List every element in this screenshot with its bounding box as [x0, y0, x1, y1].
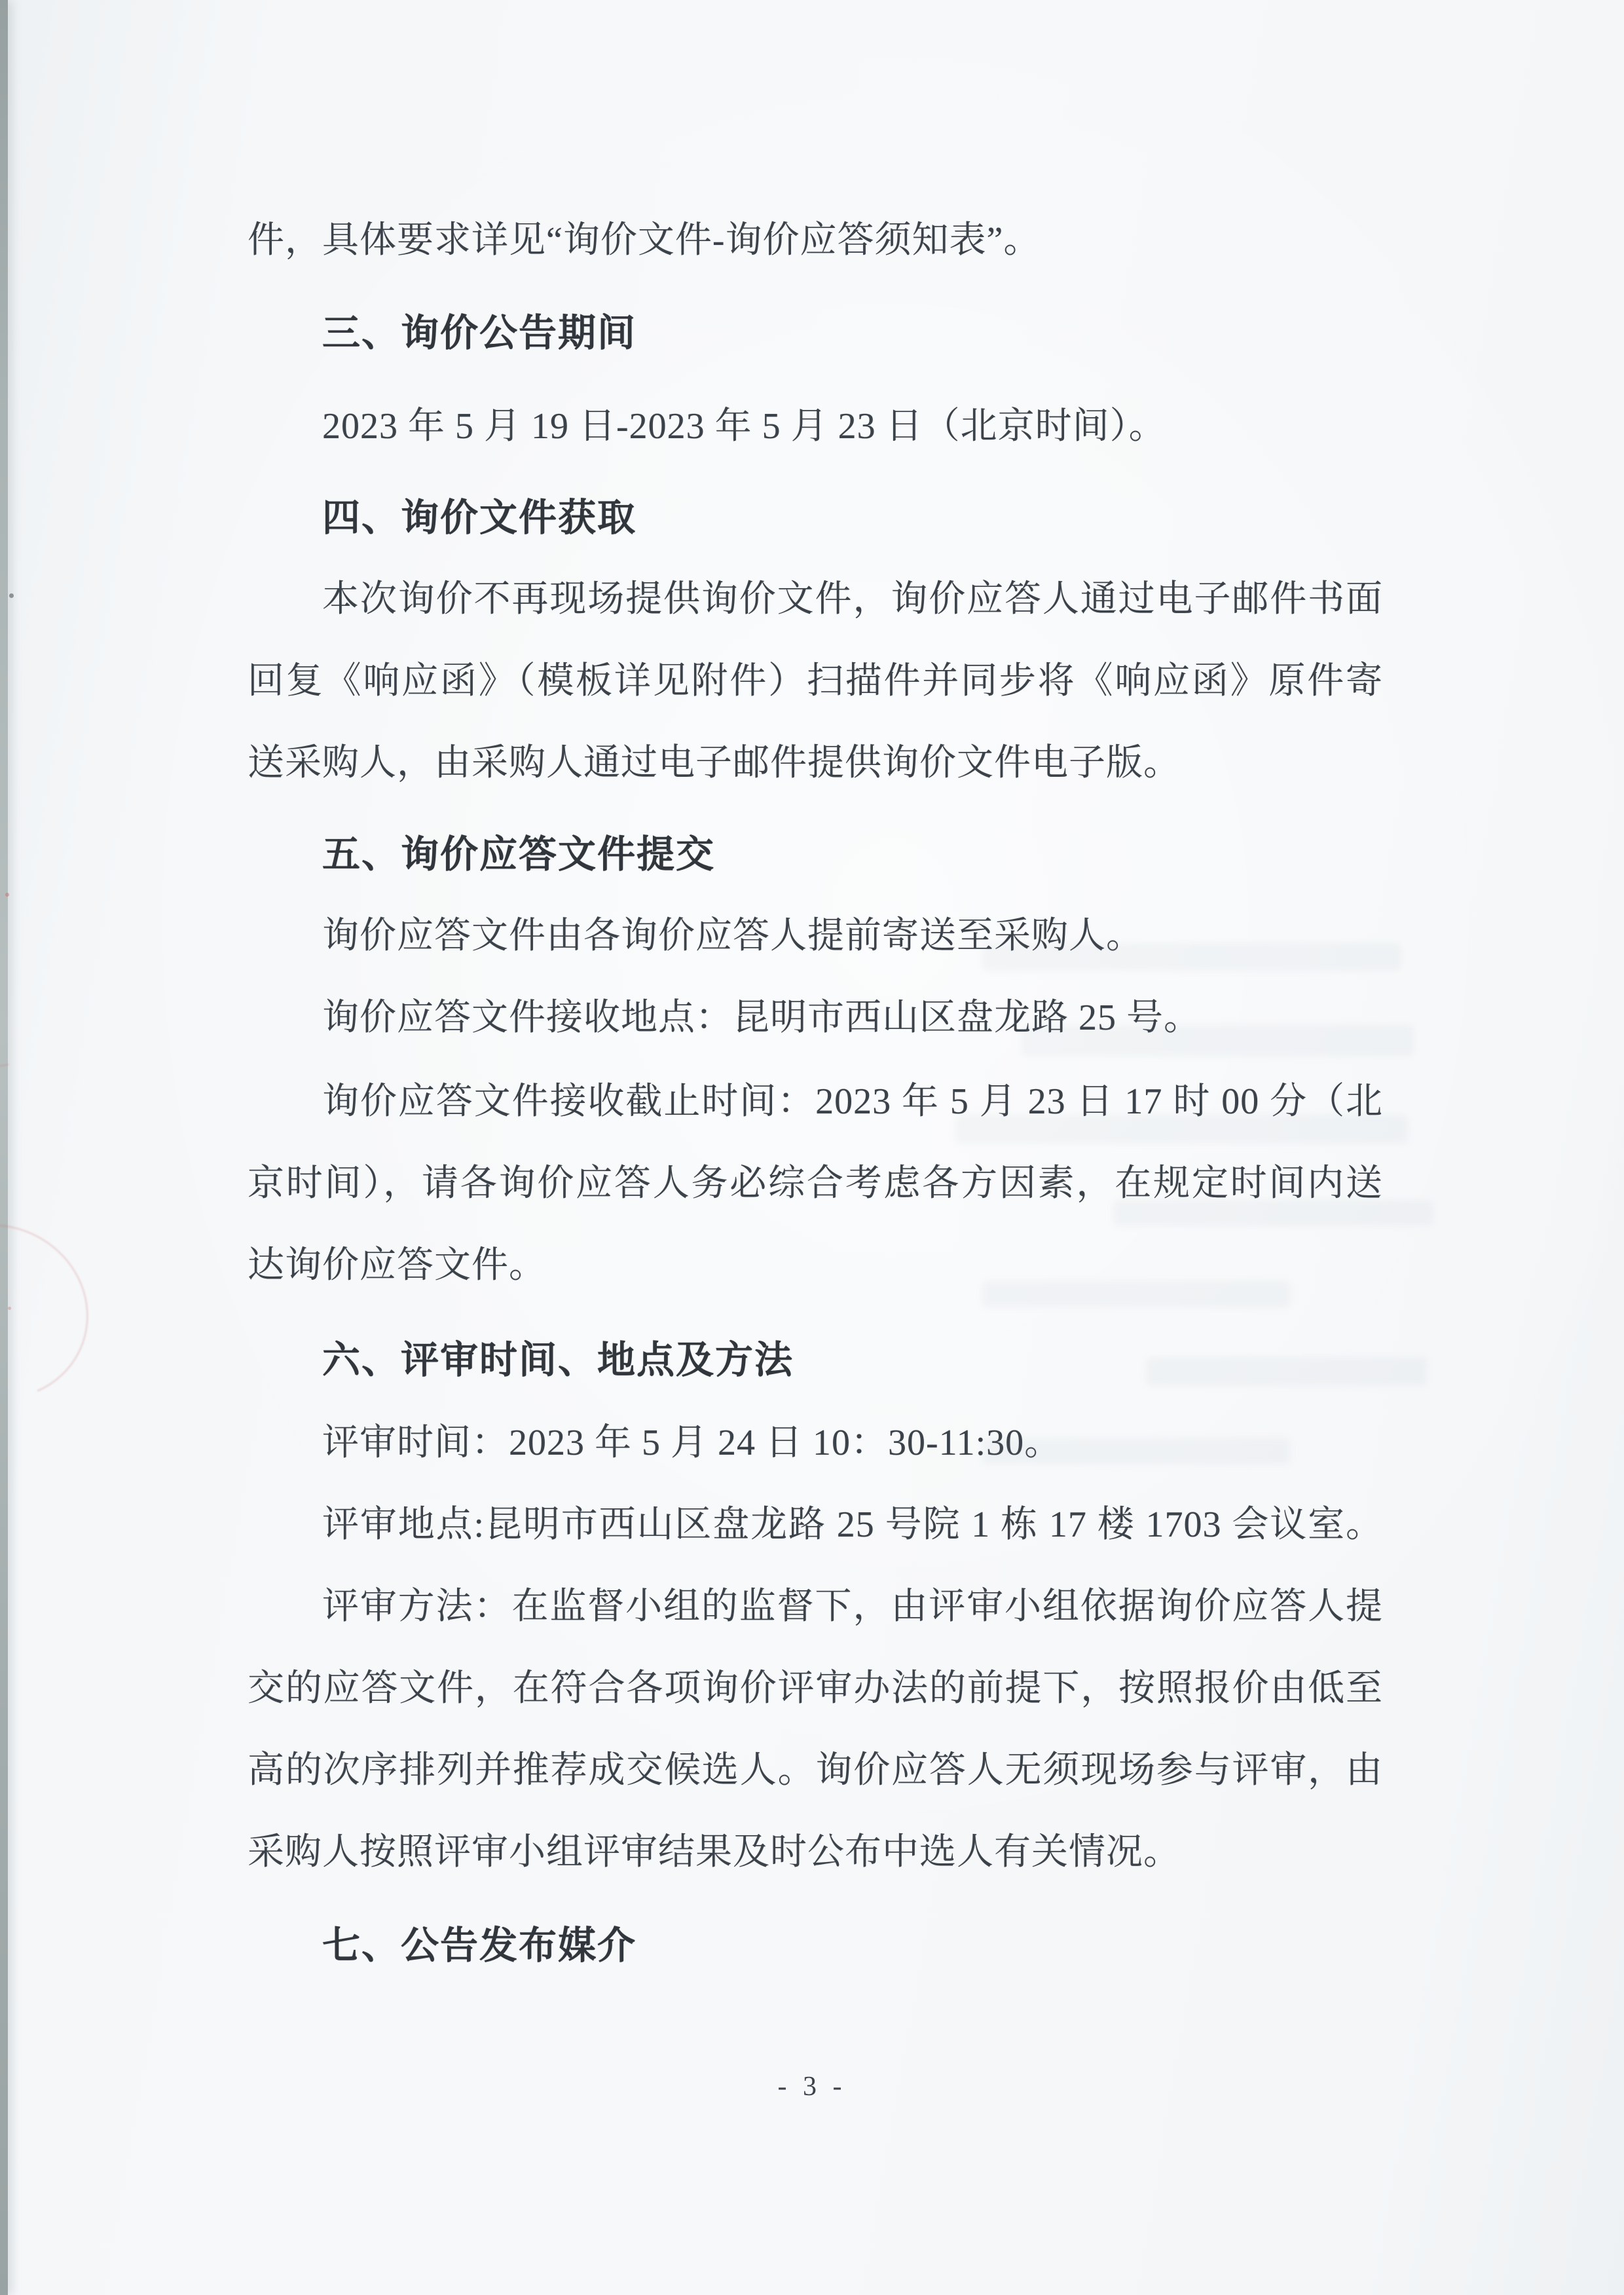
text-line: 采购人按照评审小组评审结果及时公布中选人有关情况。: [248, 1832, 1181, 1873]
section-heading: 四、询价文件获取: [322, 496, 637, 539]
scan-speck: [9, 593, 14, 598]
text-line: 件，具体要求详见“询价文件-询价应答须知表”。: [248, 220, 1041, 261]
text-line: 询价应答文件接收截止时间：2023 年 5 月 23 日 17 时 00 分（北: [322, 1081, 1383, 1122]
text-line: 评审方法：在监督小组的监督下，由评审小组依据询价应答人提: [322, 1586, 1383, 1627]
text-line: 评审地点:昆明市西山区盘龙路 25 号院 1 栋 17 楼 1703 会议室。: [322, 1504, 1383, 1545]
text-line: 评审时间：2023 年 5 月 24 日 10：30-11:30。: [322, 1423, 1062, 1463]
section-heading: 七、公告发布媒介: [322, 1924, 637, 1967]
page-number: - 3 -: [777, 2072, 847, 2102]
section-heading: 五、询价应答文件提交: [322, 833, 716, 876]
text-line: 送采购人，由采购人通过电子邮件提供询价文件电子版。: [248, 743, 1181, 783]
section-heading: 六、评审时间、地点及方法: [322, 1339, 794, 1381]
text-line: 询价应答文件接收地点：昆明市西山区盘龙路 25 号。: [322, 998, 1201, 1038]
text-line: 京时间），请各询价应答人务必综合考虑各方因素，在规定时间内送: [248, 1163, 1383, 1204]
text-line: 达询价应答文件。: [248, 1245, 546, 1286]
text-line: 高的次序排列并推荐成交候选人。询价应答人无须现场参与评审，由: [248, 1750, 1383, 1791]
stamp-bleed-artifact: [0, 839, 131, 1103]
text-line: 2023 年 5 月 19 日-2023 年 5 月 23 日（北京时间）。: [322, 406, 1166, 447]
scanner-edge-artifact: [0, 0, 8, 2295]
text-line: 交的应答文件，在符合各项询价评审办法的前提下，按照报价由低至: [248, 1668, 1383, 1709]
text-line: 回复《响应函》（模板详见附件）扫描件并同步将《响应函》原件寄: [248, 661, 1383, 701]
stamp-bleed-artifact: [0, 1198, 113, 1426]
section-heading: 三、询价公告期间: [322, 312, 637, 354]
text-line: 本次询价不再现场提供询价文件，询价应答人通过电子邮件书面: [322, 579, 1383, 620]
text-line: 询价应答文件由各询价应答人提前寄送至采购人。: [322, 916, 1143, 956]
scan-speck: [8, 1307, 11, 1310]
